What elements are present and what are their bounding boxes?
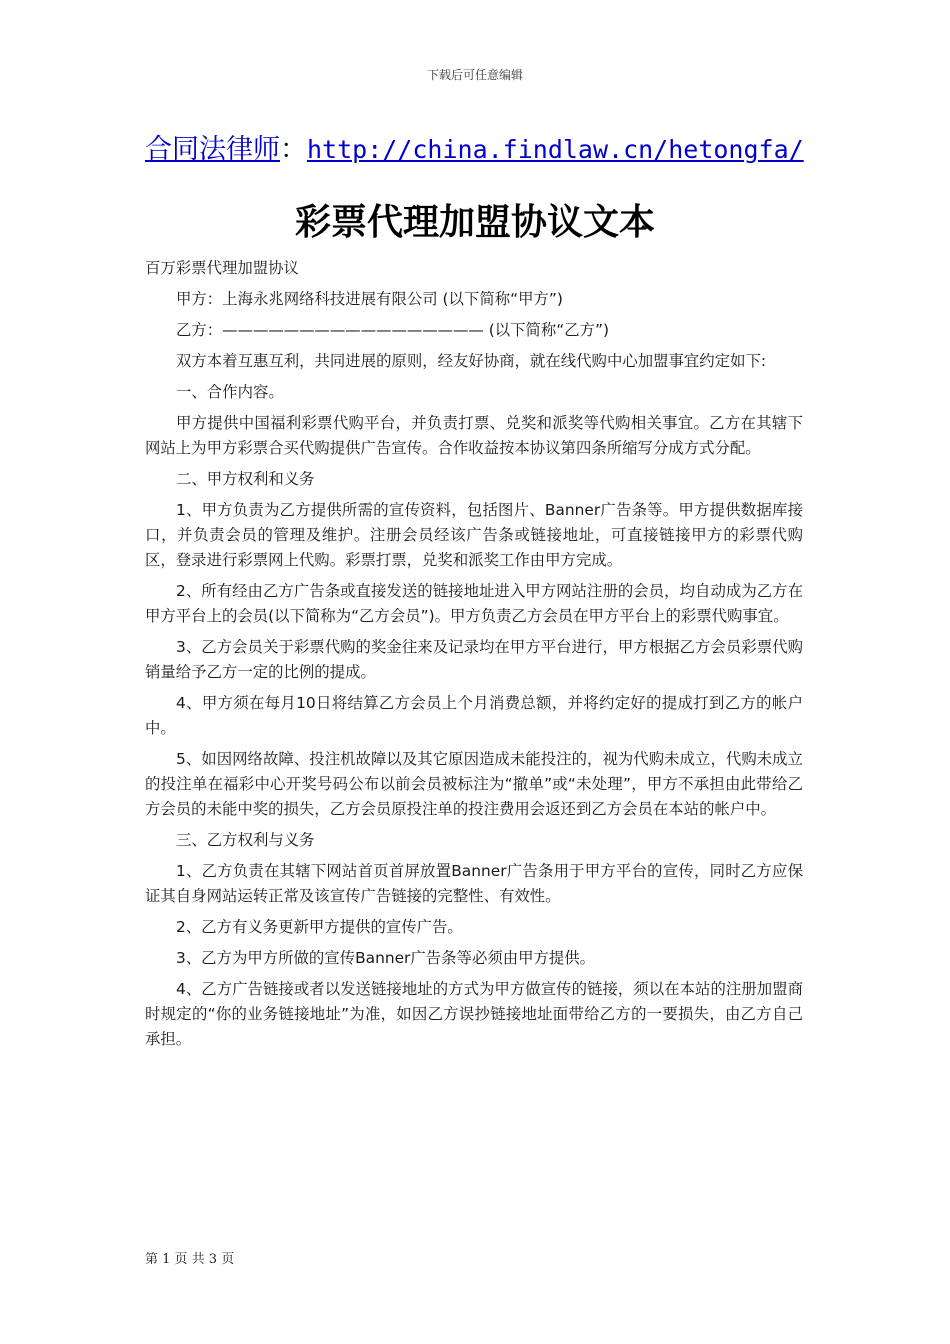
page-footer: 第 1 页 共 3 页 xyxy=(145,1252,235,1267)
lawyer-site-link[interactable]: 合同法律师 xyxy=(145,134,280,165)
document-body xyxy=(145,256,803,1058)
paragraph-a-duty-1: 1、甲方负责为乙方提供所需的宣传资料，包括图片、Banner广告条等。甲方提供数据库接口，并负责会员的管理及维护。注册会员经该广告条或链接地址，可直接链接甲方的彩票代购区，登录进行彩票网上代购。彩票打票，兑奖和派奖工作由甲方完成。 xyxy=(145,501,803,569)
paragraph-preamble: 双方本着互惠互利，共同进展的原则，经友好协商，就在线代购中心加盟事宜约定如下: xyxy=(176,352,767,370)
header-note: 下载后可任意编辑 xyxy=(426,68,523,82)
paragraph-b-duty-2: 2、乙方有义务更新甲方提供的宣传广告。 xyxy=(176,918,463,936)
section-heading-2: 二、甲方权利和义务 xyxy=(176,470,315,488)
section-heading-3: 三、乙方权利与义务 xyxy=(176,831,315,849)
paragraph-cooperation: 甲方提供中国福利彩票代购平台，并负责打票、兑奖和派奖等代购相关事宜。乙方在其辖下网站上为甲方彩票合买代购提供广告宣传。合作收益按本协议第四条所缩写分成方式分配。 xyxy=(145,414,803,457)
lawyer-link-line xyxy=(145,130,845,170)
paragraph-subtitle: 百万彩票代理加盟协议 xyxy=(145,259,299,277)
paragraph-b-duty-1: 1、乙方负责在其辖下网站首页首屏放置Banner广告条用于甲方平台的宣传，同时乙方应保证其自身网站运转正常及该宣传广告链接的完整性、有效性。 xyxy=(145,862,803,905)
paragraph-a-duty-5: 5、如因网络故障、投注机故障以及其它原因造成未能投注的，视为代购未成立，代购未成立的投注单在福彩中心开奖号码公布以前会员被标注为“撤单”或“未处理”，甲方不承担由此带给乙方会员的未能中奖的损失，乙方会员原投注单的投注费用会返还到乙方会员在本站的帐户中。 xyxy=(145,750,803,818)
section-heading-1: 一、合作内容。 xyxy=(176,383,284,401)
paragraph-b-duty-4: 4、乙方广告链接或者以发送链接地址的方式为甲方做宣传的链接，须以在本站的注册加盟商时规定的“你的业务链接地址”为准，如因乙方误抄链接地址面带给乙方的一要损失，由乙方自己承担。 xyxy=(145,980,803,1048)
paragraph-b-duty-3: 3、乙方为甲方所做的宣传Banner广告条等必须由甲方提供。 xyxy=(176,949,596,967)
paragraph-party-b: 乙方：————————————————— (以下简称“乙方”) xyxy=(176,321,610,339)
paragraph-party-a: 甲方：上海永兆网络科技进展有限公司 (以下简称“甲方”) xyxy=(176,290,563,308)
paragraph-a-duty-3: 3、乙方会员关于彩票代购的奖金往来及记录均在甲方平台进行，甲方根据乙方会员彩票代购销量给予乙方一定的比例的提成。 xyxy=(145,638,803,681)
link-colon: ： xyxy=(280,134,307,165)
paragraph-a-duty-2: 2、所有经由乙方广告条或直接发送的链接地址进入甲方网站注册的会员，均自动成为乙方在甲方平台上的会员(以下简称为“乙方会员”)。甲方负责乙方会员在甲方平台上的彩票代购事宜。 xyxy=(145,582,803,625)
document-title: 彩票代理加盟协议文本 xyxy=(294,201,655,243)
paragraph-a-duty-4: 4、甲方须在每月10日将结算乙方会员上个月消费总额，并将约定好的提成打到乙方的帐户中。 xyxy=(145,694,803,737)
lawyer-url-link[interactable]: http://china.findlaw.cn/hetongfa/ xyxy=(307,135,804,164)
